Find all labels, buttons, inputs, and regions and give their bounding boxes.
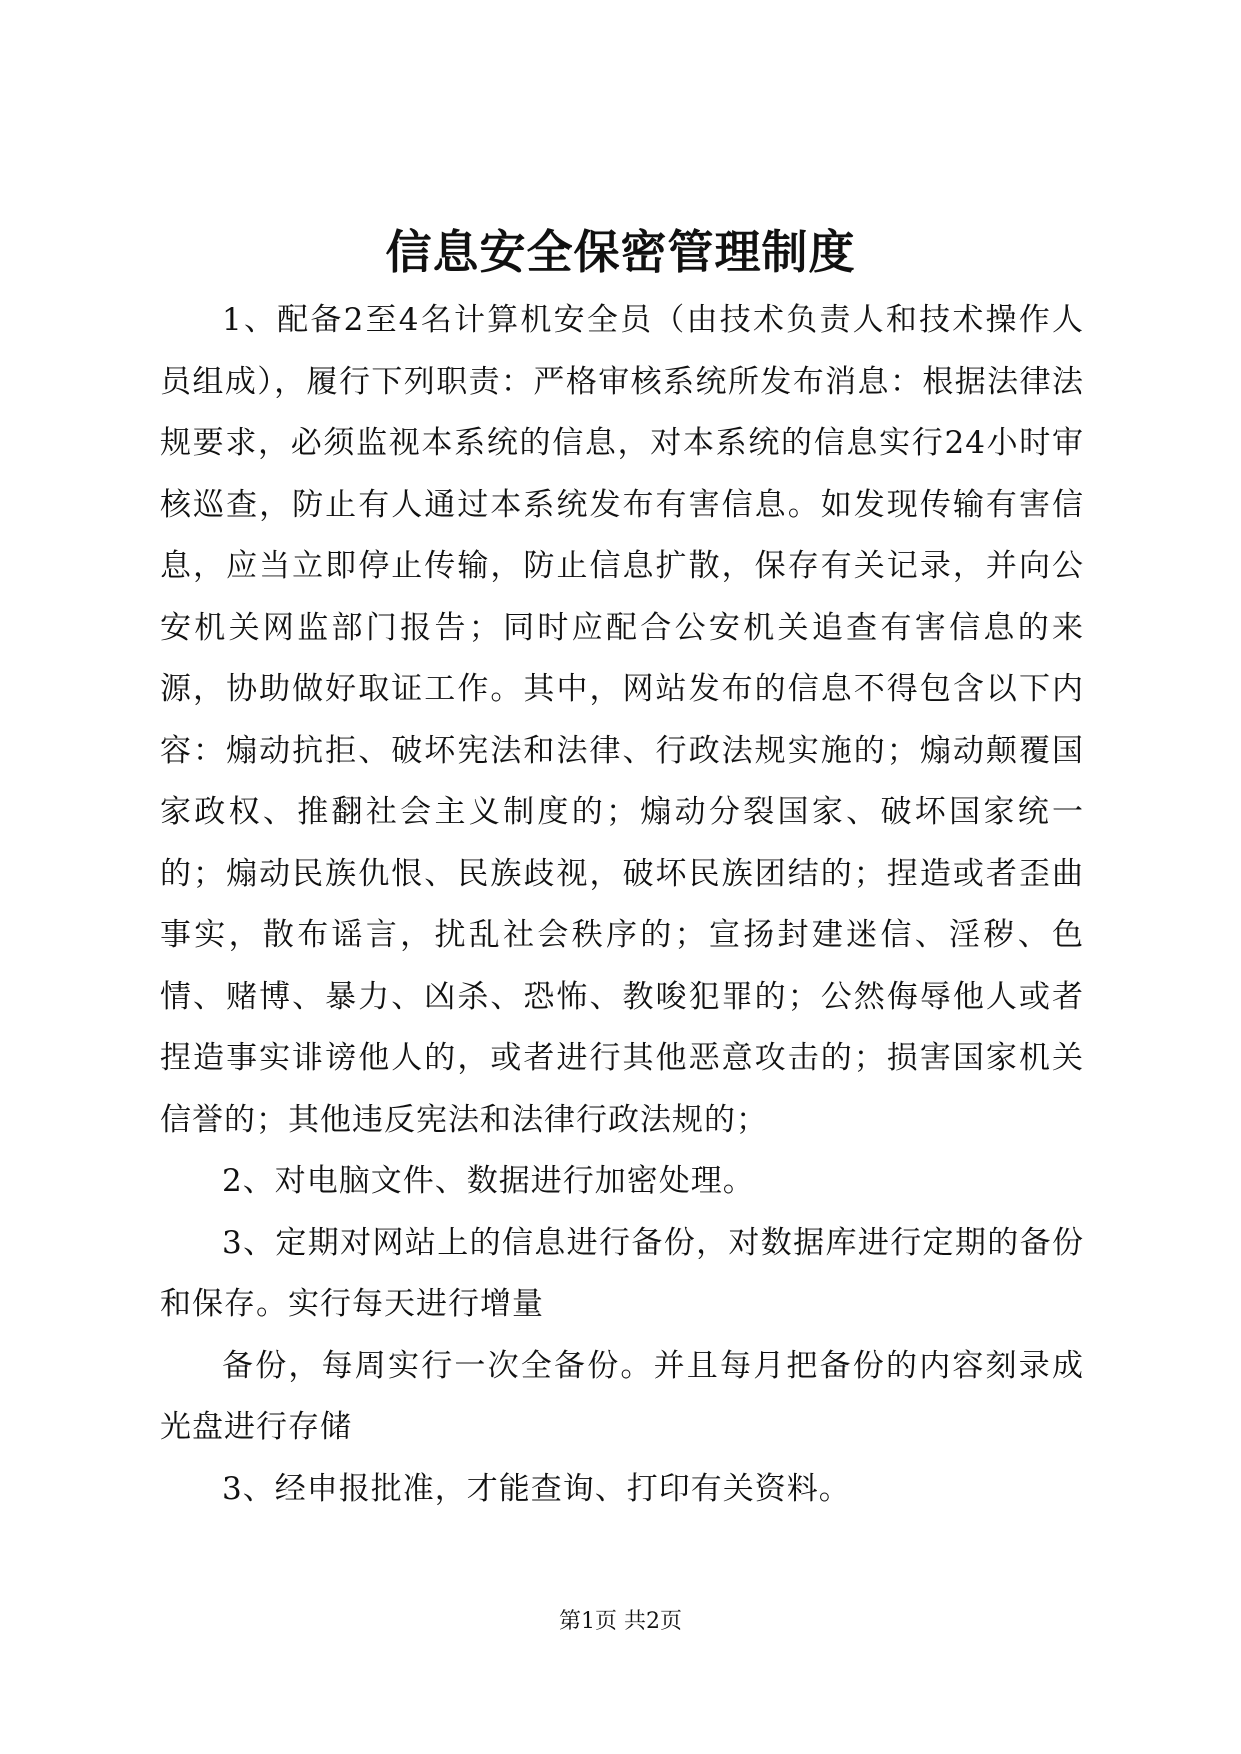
paragraph-4: 备份，每周实行一次全备份。并且每月把备份的内容刻录成光盘进行存储 [160,1347,1084,1445]
paragraph-2: 2、对电脑文件、数据进行加密处理。 [222,1163,755,1199]
page-number-footer: 第1页 共2页 [559,1609,682,1634]
paragraph-1: 1、配备2至4名计算机安全员（由技术负责人和技术操作人员组成），履行下列职责：严格审核系统所发布消息：根据法律法规要求，必须监视本系统的信息，对本系统的信息实行24小时审核巡查，防止有人通过本系统发布有害信息。如发现传输有害信息，应当立即停止传输，防止信息扩散，保存有关记录，并向公安机关网监部门报告；同时应配合公安机关追查有害信息的来源，协助做好取证工作。其中，网站发布的信息不得包含以下内容：煽动抗拒、破坏宪法和法律、行政法规实施的；煽动颠覆国家政权、推翻社会主义制度的；煽动分裂国家、破坏国家统一的；煽动民族仇恨、民族歧视，破坏民族团结的；捏造或者歪曲事实，散布谣言，扰乱社会秩序的；宣扬封建迷信、淫秽、色情、赌博、暴力、凶杀、恐怖、教唆犯罪的；公然侮辱他人或者捏造事实诽谤他人的，或者进行其他恶意攻击的；损害国家机关信誉的；其他违反宪法和法律行政法规的； [160,302,1084,1138]
paragraph-5: 3、经申报批准，才能查询、打印有关资料。 [222,1470,851,1507]
document-title: 信息安全保密管理制度 [385,225,856,279]
document-body [160,290,1084,1520]
paragraph-3: 3、定期对网站上的信息进行备份，对数据库进行定期的备份和保存。实行每天进行增量 [160,1224,1084,1322]
